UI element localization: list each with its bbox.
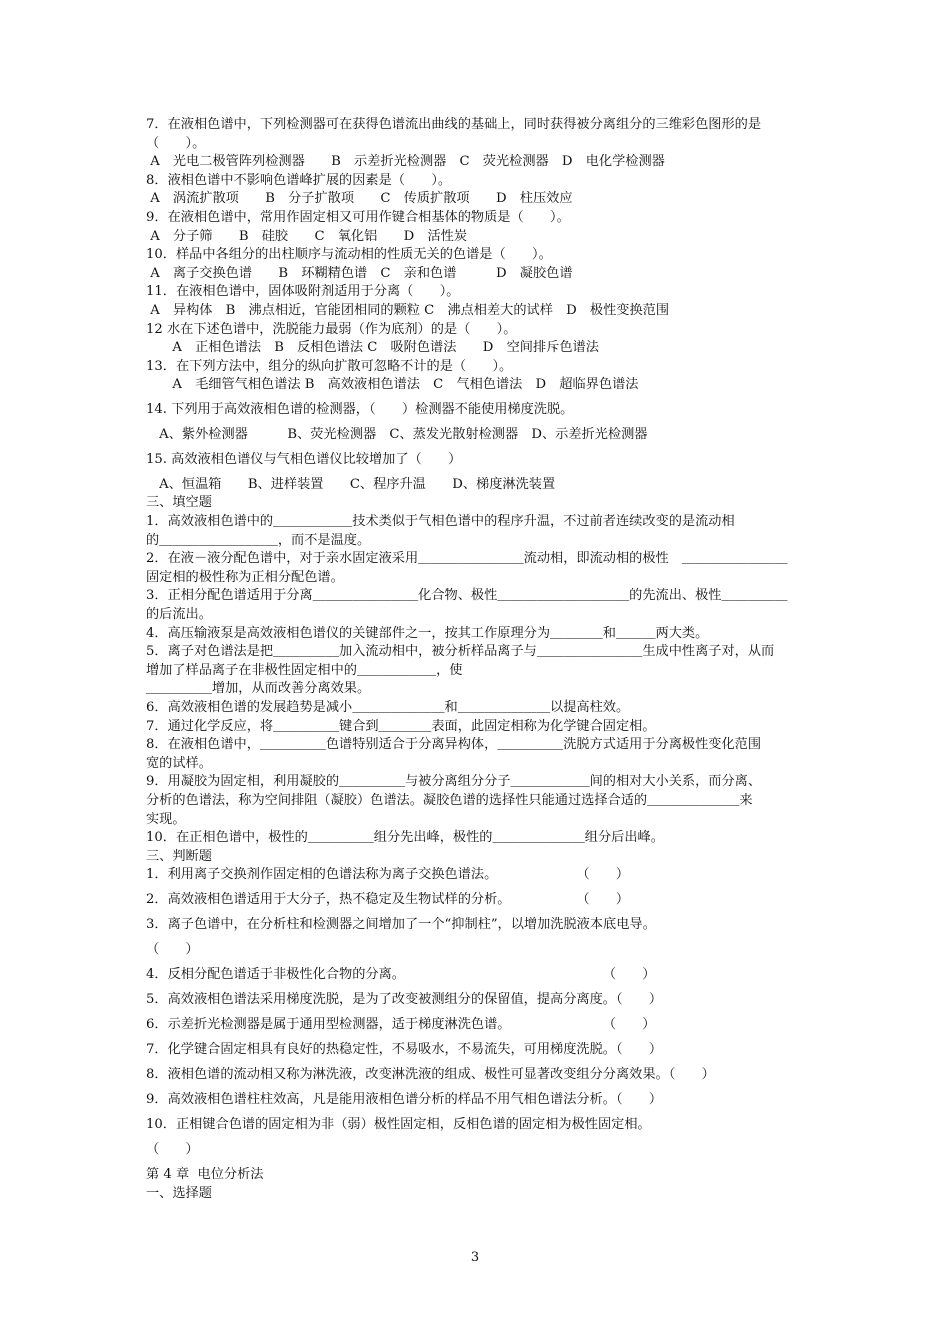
question-line: 9．在液相色谱中，常用作固定相又可用作键合相基体的物质是（ ）。	[146, 209, 570, 225]
fill-blank-line: 3．正相分配色谱适用于分离＿＿＿＿＿＿＿＿化合物、极性＿＿＿＿＿＿＿＿＿＿的先流出、极性＿＿＿＿＿	[146, 588, 788, 604]
question-line: 13．在下列方法中，组分的纵向扩散可忽略不计的是（ ）。	[146, 358, 513, 374]
fill-blank-line: 实现。	[146, 811, 186, 827]
fill-blank-section	[146, 513, 810, 848]
fill-blank-line: 固定相的极性称为正相分配色谱。	[146, 569, 344, 585]
question-line: A、恒温箱 B、进样装置 C、程序升温 D、梯度淋洗装置	[146, 476, 556, 492]
fill-blank-line: 增加了样品离子在非极性固定相中的＿＿＿＿＿＿，使	[146, 662, 463, 678]
true-false-line: 3．离子色谱中，在分析柱和检测器之间增加了一个“抑制柱”，以增加洗脱液本底电导。	[146, 917, 656, 933]
true-false-line: 5．高效液相色谱法采用梯度洗脱，是为了改变被测组分的保留值，提高分离度。（ ）	[146, 992, 663, 1008]
chapter-title: 第 4 章 电位分析法	[146, 1167, 264, 1183]
true-false-line: 10．正相键合色谱的固定相为非（弱）极性固定相，反相色谱的固定相为极性固定相。	[146, 1117, 651, 1133]
true-false-line: 9．高效液相色谱柱柱效高，凡是能用液相色谱分析的样品不用气相色谱法分析。（ ）	[146, 1092, 663, 1108]
true-false-section	[146, 866, 810, 1166]
fill-blank-line: 7．通过化学反应，将＿＿＿＿＿键合到＿＿＿＿表面，此固定相称为化学键合固定相。	[146, 718, 656, 734]
true-false-line: 2．高效液相色谱适用于大分子，热不稳定及生物试样的分析。 （ ）	[146, 892, 630, 908]
question-line: 15. 高效液相色谱仪与气相色谱仪比较增加了（ ）	[146, 451, 462, 467]
true-false-line: （ ）	[146, 942, 199, 958]
fill-blank-line: 2．在液－液分配色谱中，对于亲水固定液采用＿＿＿＿＿＿＿＿流动相，即流动相的极性 ＿＿＿＿＿＿＿＿	[146, 551, 788, 567]
fill-blank-line: ＿＿＿＿＿增加，从而改善分离效果。	[146, 681, 371, 697]
question-line: 12 水在下述色谱中，洗脱能力最弱（作为底剂）的是（ ）。	[146, 321, 517, 337]
question-line: A 离子交换色谱 B 环糊精色谱 C 亲和色谱 D 凝胶色谱	[146, 265, 573, 281]
fill-blank-line: 1．高效液相色谱中的＿＿＿＿＿＿技术类似于气相色谱中的程序升温，不过前者连续改变的是流动相	[146, 514, 735, 530]
question-line: A 分子筛 B 硅胶 C 氧化铝 D 活性炭	[146, 228, 468, 244]
true-false-heading: 三、判断题	[146, 848, 212, 864]
document-page	[146, 116, 810, 1203]
question-line: 7．在液相色谱中，下列检测器可在获得色谱流出曲线的基础上，同时获得被分离组分的三维彩色图形的是	[146, 117, 762, 132]
question-line: A 异构体 B 沸点相近，官能团相同的颗粒 C 沸点相差大的试样 D 极性变换范围	[146, 302, 670, 318]
question-line: A 正相色谱法 B 反相色谱法 C 吸附色谱法 D 空间排斥色谱法	[146, 340, 599, 356]
question-line: A 毛细管气相色谱法 B 高效液相色谱法 C 气相色谱法 D 超临界色谱法	[146, 377, 639, 393]
fill-blank-line: 的＿＿＿＿＿＿＿＿＿，而不是温度。	[146, 532, 371, 548]
question-line: 10．样品中各组分的出柱顺序与流动相的性质无关的色谱是（ ）。	[146, 247, 552, 263]
page-number: 3	[470, 1250, 480, 1265]
true-false-line: 1．利用离子交换剂作固定相的色谱法称为离子交换色谱法。 （ ）	[146, 867, 630, 883]
fill-blank-line: 分析的色谱法，称为空间排阻（凝胶）色谱法。凝胶色谱的选择性只能通过选择合适的＿＿＿＿＿＿＿来	[146, 792, 753, 808]
true-false-line: 8．液相色谱的流动相又称为淋洗液，改变淋洗液的组成、极性可显著改变组分分离效果。（ ）	[146, 1067, 715, 1083]
question-line: 14. 下列用于高效液相色谱的检测器，（ ）检测器不能使用梯度洗脱。	[146, 401, 574, 417]
true-false-line: 4．反相分配色谱适于非极性化合物的分离。 （ ）	[146, 967, 656, 983]
question-line: A 涡流扩散项 B 分子扩散项 C 传质扩散项 D 柱压效应	[146, 191, 573, 207]
fill-blank-line: 4．高压输液泵是高效液相色谱仪的关键部件之一，按其工作原理分为＿＿＿＿和＿＿＿两大类。	[146, 625, 709, 641]
question-line: 8．液相色谱中不影响色谱峰扩展的因素是（ ）。	[146, 172, 452, 188]
true-false-line: （ ）	[146, 1142, 199, 1158]
question-line: A、紫外检测器 B、荧光检测器 C、蒸发光散射检测器 D、示差折光检测器	[146, 426, 648, 442]
fill-blank-line: 10．在正相色谱中，极性的＿＿＿＿＿组分先出峰，极性的＿＿＿＿＿＿＿组分后出峰。	[146, 830, 664, 846]
true-false-line: 6．示差折光检测器是属于通用型检测器，适于梯度淋洗色谱。 （ ）	[146, 1017, 656, 1033]
fill-blank-line: 6．高效液相色谱的发展趋势是减小＿＿＿＿＿＿＿和＿＿＿＿＿＿＿以提高柱效。	[146, 699, 630, 715]
fill-blank-line: 9．用凝胶为固定相，利用凝胶的＿＿＿＿＿与被分离组分分子＿＿＿＿＿＿间的相对大小关系，而分离、	[146, 774, 762, 790]
fill-blank-line: 的后流出。	[146, 607, 212, 623]
chapter-subheading: 一、选择题	[146, 1185, 212, 1201]
fill-blank-line: 8．在液相色谱中，＿＿＿＿＿色谱特别适合于分离异构体，＿＿＿＿＿洗脱方式适用于分离极性变化范围	[146, 737, 762, 753]
fill-blank-line: 5．离子对色谱法是把＿＿＿＿＿加入流动相中，被分析样品离子与＿＿＿＿＿＿＿＿生成中性离子对，从而	[146, 644, 775, 660]
question-line: 11．在液相色谱中，固体吸附剂适用于分离（ ）。	[146, 284, 460, 300]
question-line: A 光电二极管阵列检测器 B 示差折光检测器 C 荧光检测器 D 电化学检测器	[146, 154, 665, 170]
fill-blank-heading: 三、填空题	[146, 495, 212, 511]
multiple-choice-section-part1	[146, 116, 810, 395]
fill-blank-line: 宽的试样。	[146, 755, 212, 771]
question-line: （ ）。	[146, 135, 206, 151]
true-false-line: 7．化学键合固定相具有良好的热稳定性，不易吸水，不易流失，可用梯度洗脱。（ ）	[146, 1042, 663, 1058]
multiple-choice-section-part2	[146, 401, 810, 495]
